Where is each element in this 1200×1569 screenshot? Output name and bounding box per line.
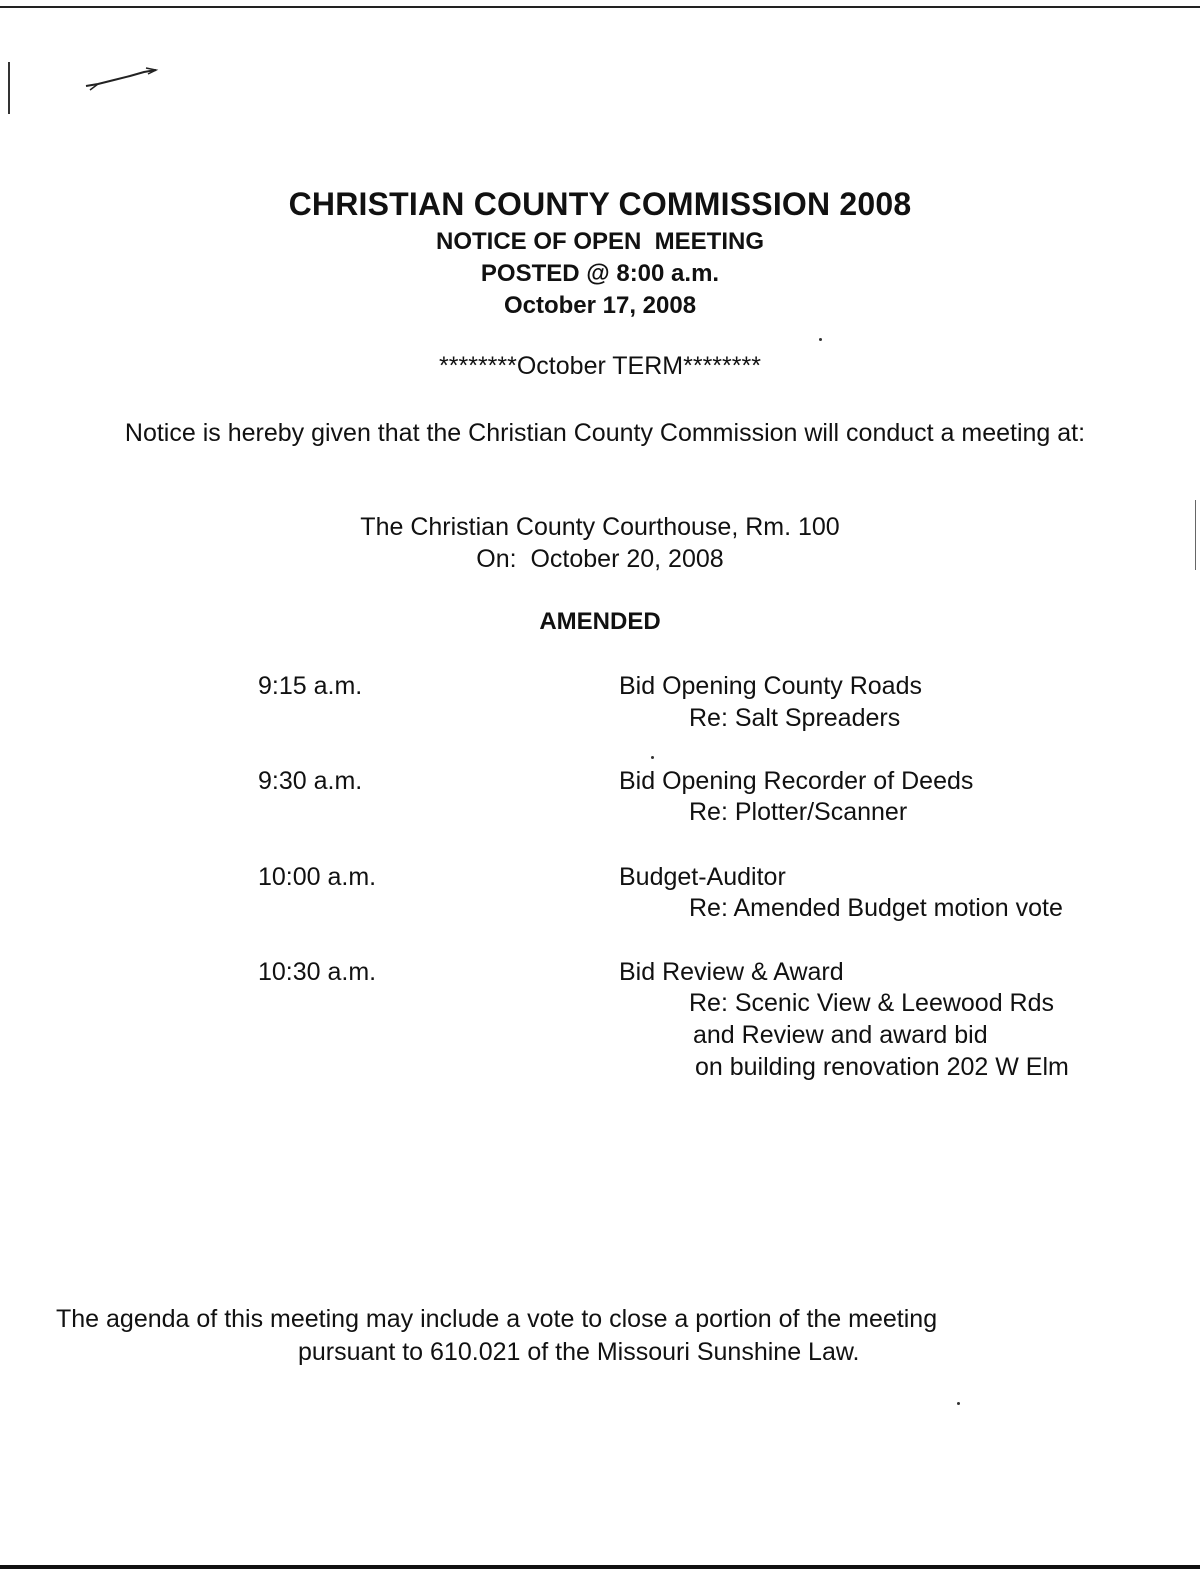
agenda-detail: on building renovation 202 W Elm [695, 1053, 1069, 1081]
agenda-detail: Re: Scenic View & Leewood Rds [689, 989, 1055, 1017]
agenda-item: Budget-Auditor [619, 863, 786, 891]
posted-date: October 17, 2008 [503, 292, 697, 319]
pen-mark-icon [84, 64, 164, 94]
closed-session-notice-line-2: pursuant to 610.021 of the Missouri Sunshine Law. [298, 1338, 860, 1366]
scan-border-top [0, 6, 1200, 8]
posted-time: POSTED @ 8:00 a.m. [480, 260, 720, 287]
document-title: CHRISTIAN COUNTY COMMISSION 2008 [288, 186, 912, 222]
meeting-date: On: October 20, 2008 [476, 545, 724, 573]
agenda-item: Bid Opening County Roads [619, 672, 922, 700]
meeting-location: The Christian County Courthouse, Rm. 100 [360, 513, 840, 541]
scan-border-left [8, 62, 10, 114]
term-heading: ********October TERM******** [439, 352, 761, 380]
agenda-item: Bid Review & Award [619, 958, 844, 986]
scan-border-bottom [0, 1565, 1200, 1569]
agenda-detail: Re: Amended Budget motion vote [689, 894, 1063, 922]
agenda-time: 9:15 a.m. [258, 672, 363, 700]
scan-speck [957, 1402, 960, 1405]
closed-session-notice-line-1: The agenda of this meeting may include a vote to close a portion of the meeting [56, 1305, 938, 1333]
agenda-detail: and Review and award bid [693, 1021, 988, 1049]
scan-speck [819, 338, 822, 341]
amended-label: AMENDED [539, 608, 661, 635]
agenda-detail: Re: Salt Spreaders [689, 704, 901, 732]
agenda-time: 9:30 a.m. [258, 767, 363, 795]
notice-paragraph: Notice is hereby given that the Christian County Commission will conduct a meeting at: [124, 419, 1086, 447]
agenda-time: 10:00 a.m. [258, 863, 377, 891]
agenda-item: Bid Opening Recorder of Deeds [619, 767, 974, 795]
agenda-detail: Re: Plotter/Scanner [689, 798, 908, 826]
agenda-time: 10:30 a.m. [258, 958, 377, 986]
scan-speck [651, 756, 654, 759]
notice-heading: NOTICE OF OPEN MEETING [435, 228, 765, 255]
